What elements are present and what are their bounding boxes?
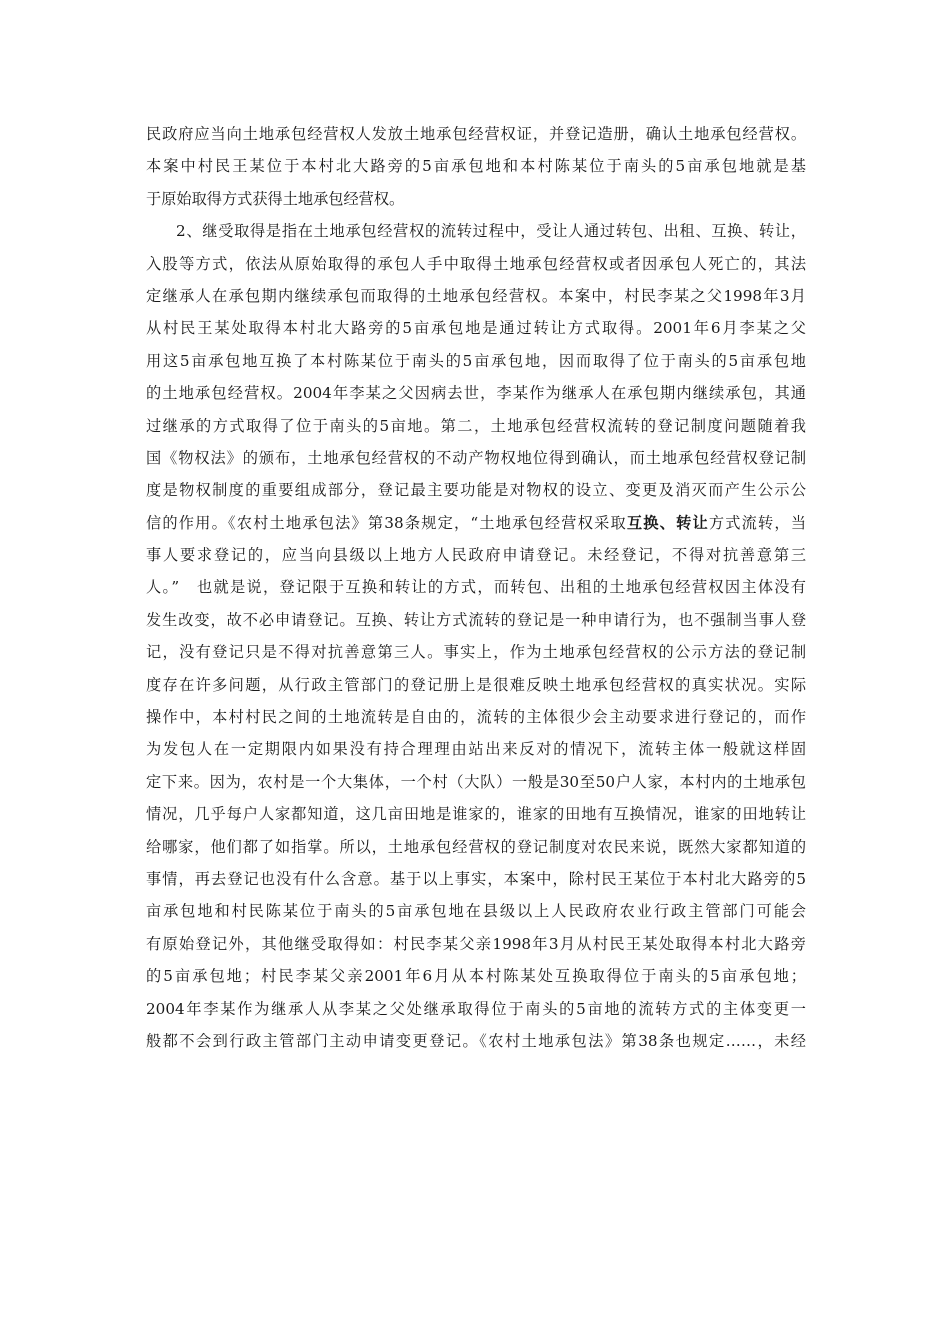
text-line: 情况，几乎每户人家都知道，这几亩田地是谁家的，谁家的田地有互换情况，谁家的田地转让	[146, 805, 806, 824]
text-line: 的土地承包经营权。2004年李某之父因病去世，李某作为继承人在承包期内继续承包，其通	[146, 384, 806, 403]
text-line: 事人要求登记的，应当向县级以上地方人民政府申请登记。未经登记，不得对抗善意第三	[146, 546, 806, 565]
text-line: 事情，再去登记也没有什么含意。基于以上事实，本案中，除村民王某位于本村北大路旁的5	[146, 869, 806, 888]
text-line: 的5亩承包地；村民李某父亲2001年6月从本村陈某处互换取得位于南头的5亩承包地；	[146, 967, 806, 986]
text-line: 入股等方式，依法从原始取得的承包人手中取得土地承包经营权或者因承包人死亡的，其法	[146, 254, 806, 273]
text-line: 度存在许多问题，从行政主管部门的登记册上是很难反映土地承包经营权的真实状况。实际	[146, 675, 806, 694]
text-line-with-emphasis	[146, 507, 806, 539]
text-line: 用这5亩承包地互换了本村陈某位于南头的5亩承包地，因而取得了位于南头的5亩承包地	[146, 351, 806, 370]
text-line: 人。” 也就是说，登记限于互换和转让的方式，而转包、出租的土地承包经营权因主体没有	[146, 578, 806, 597]
text-line: 本案中村民王某位于本村北大路旁的5亩承包地和本村陈某位于南头的5亩承包地就是基	[146, 157, 806, 176]
emphasized-text: 互换、转让	[626, 513, 709, 532]
text-line: 记，没有登记只是不得对抗善意第三人。事实上，作为土地承包经营权的公示方法的登记制	[146, 643, 806, 662]
body-text	[146, 118, 806, 1057]
text-line: 定继承人在承包期内继续承包而取得的土地承包经营权。本案中，村民李某之父1998年3月	[146, 286, 806, 305]
text-line: 民政府应当向土地承包经营权人发放土地承包经营权证，并登记造册，确认土地承包经营权。	[146, 125, 806, 143]
text-line: 定下来。因为，农村是一个大集体，一个村（大队）一般是30至50户人家，本村内的土地承包	[146, 772, 806, 791]
text-line: 亩承包地和村民陈某位于南头的5亩承包地在县级以上人民政府农业行政主管部门可能会	[146, 902, 806, 921]
text-segment: 信的作用。《农村土地承包法》第38条规定，“土地承包经营权采取	[146, 513, 627, 532]
text-line: 从村民王某处取得本村北大路旁的5亩承包地是通过转让方式取得。2001年6月李某之父	[146, 319, 806, 338]
text-line: 有原始登记外，其他继受取得如：村民李某父亲1998年3月从村民王某处取得本村北大路旁	[146, 934, 806, 953]
paragraph-start-line: 2、继受取得是指在土地承包经营权的流转过程中，受让人通过转包、出租、互换、转让，	[176, 222, 806, 241]
text-line: 给哪家，他们都了如指掌。所以，土地承包经营权的登记制度对农民来说，既然大家都知道的	[146, 837, 806, 856]
text-line: 国《物权法》的颁布，土地承包经营权的不动产物权地位得到确认，而土地承包经营权登记制	[146, 448, 806, 467]
text-line: 般都不会到行政主管部门主动申请变更登记。《农村土地承包法》第38条也规定……，未经	[146, 1031, 806, 1050]
text-line: 发生改变，故不必申请登记。互换、转让方式流转的登记是一种申请行为，也不强制当事人登	[146, 610, 806, 629]
text-line: 为发包人在一定期限内如果没有持合理理由站出来反对的情况下，流转主体一般就这样固	[146, 740, 806, 759]
text-line: 操作中，本村村民之间的土地流转是自由的，流转的主体很少会主动要求进行登记的，而作	[146, 708, 806, 727]
text-line: 2004年李某作为继承人从李某之父处继承取得位于南头的5亩地的流转方式的主体变更一	[146, 999, 806, 1018]
text-line: 过继承的方式取得了位于南头的5亩地。第二，土地承包经营权流转的登记制度问题随着我	[146, 416, 806, 435]
text-segment: 方式流转，当	[708, 513, 806, 532]
text-line: 于原始取得方式获得土地承包经营权。	[146, 189, 405, 208]
text-line: 度是物权制度的重要组成部分，登记最主要功能是对物权的设立、变更及消灭而产生公示公	[146, 481, 806, 500]
